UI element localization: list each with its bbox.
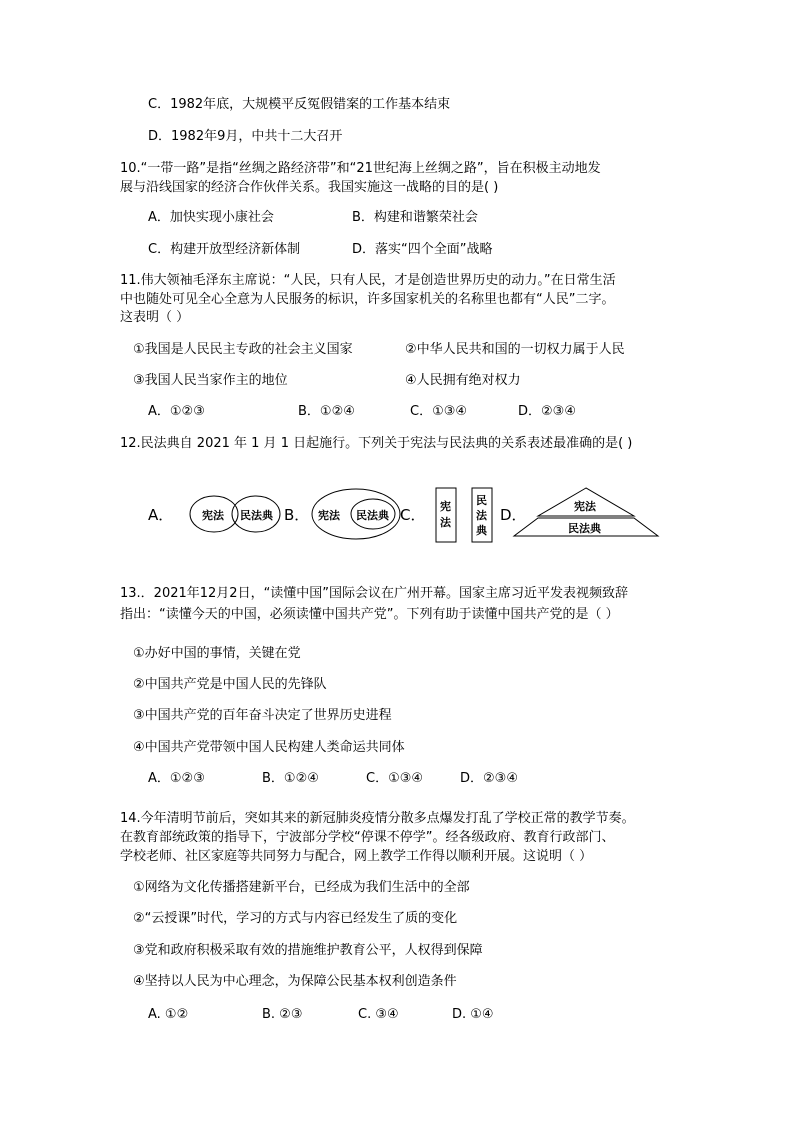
- q14-statement-2: ②“云授课”时代，学习的方式与内容已经发生了质的变化: [133, 911, 458, 926]
- q11-option-b: B．①②④: [298, 404, 355, 419]
- q12-b-xianfa-text: 宪法: [318, 509, 340, 522]
- q11-statement-4: ④人民拥有绝对权力: [405, 373, 521, 388]
- q9-option-d: D．1982年9月，中共十二大召开: [148, 129, 343, 144]
- q13-option-a: A．①②③: [148, 771, 205, 786]
- q10-option-c: C．构建开放型经济新体制: [148, 242, 301, 257]
- q14-option-d: D. ①④: [452, 1007, 494, 1022]
- q14-stem-line1: 14.今年清明节前后，突如其来的新冠肺炎疫情分散多点爆发打乱了学校正常的教学节奏。: [120, 811, 635, 826]
- q13-statement-2: ②中国共产党是中国人民的先锋队: [133, 677, 327, 692]
- q13-stem-line1: 13.．2021年12月2日，“读懂中国”国际会议在广州开幕。国家主席习近平发表视频致辞: [120, 586, 629, 601]
- q14-stem-line3: 学校老师、社区家庭等共同努力与配合，网上教学工作得以顺利开展。这说明（ ）: [120, 849, 593, 864]
- q12-diagram: [140, 480, 660, 550]
- q13-statement-4: ④中国共产党带领中国人民构建人类命运共同体: [133, 740, 405, 755]
- q14-option-b: B. ②③: [262, 1007, 303, 1022]
- q11-option-d: D．②③④: [518, 404, 576, 419]
- q12-c-box-xianfa: [436, 488, 456, 542]
- q11-stem-line2: 中也随处可见全心全意为人民服务的标识，许多国家机关的名称里也都有“人民”二字。: [120, 292, 615, 307]
- q10-option-b: B．构建和谐繁荣社会: [352, 210, 478, 225]
- q11-stem-line3: 这表明（ ）: [120, 310, 190, 325]
- q11-statement-1: ①我国是人民民主专政的社会主义国家: [133, 342, 353, 357]
- q12-b-minfadian-text: 民法典: [356, 509, 389, 522]
- q11-option-a: A．①②③: [148, 404, 205, 419]
- q13-statement-1: ①办好中国的事情，关键在党: [133, 646, 301, 661]
- q12-diagram-label-b: B．: [284, 506, 310, 524]
- q12-c-xian: 宪: [440, 500, 451, 513]
- q12-c-min: 民: [476, 494, 487, 507]
- q14-statement-1: ①网络为文化传播搭建新平台，已经成为我们生活中的全部: [133, 880, 470, 895]
- q14-option-c: C. ③④: [358, 1007, 399, 1022]
- q12-a-xianfa-text: 宪法: [202, 509, 224, 522]
- q13-statement-3: ③中国共产党的百年奋斗决定了世界历史进程: [133, 708, 392, 723]
- q12-c-dian: 典: [476, 524, 487, 537]
- q12-c-fa: 法: [440, 516, 451, 529]
- q13-option-c: C．①③④: [366, 771, 424, 786]
- q12-d-minfadian-text: 民法典: [568, 522, 601, 535]
- q12-stem: 12.民法典自 2021 年 1 月 1 日起施行。下列关于宪法与民法典的关系表述最准确的是( ): [120, 436, 633, 451]
- q10-stem-line1: 10.“一带一路”是指“丝绸之路经济带”和“21世纪海上丝绸之路”，旨在积极主动地发: [120, 161, 601, 176]
- q12-diagram-label-a: A．: [148, 506, 174, 524]
- q11-statement-3: ③我国人民当家作主的地位: [133, 373, 288, 388]
- q10-option-d: D．落实“四个全面”战略: [352, 242, 493, 257]
- q10-stem-line2: 展与沿线国家的经济合作伙伴关系。我国实施这一战略的目的是( ): [120, 180, 499, 195]
- q14-stem-line2: 在教育部统政策的指导下，宁波部分学校“停课不停学”。经各级政府、教育行政部门、: [120, 830, 615, 845]
- q12-a-minfadian-text: 民法典: [240, 509, 273, 522]
- q11-option-c: C．①③④: [410, 404, 468, 419]
- q12-diagram-label-d: D．: [500, 506, 527, 524]
- q10-option-a: A．加快实现小康社会: [148, 210, 274, 225]
- q12-c-fa2: 法: [476, 509, 487, 522]
- q13-option-d: D．②③④: [460, 771, 518, 786]
- q14-statement-4: ④坚持以人民为中心理念，为保障公民基本权利创造条件: [133, 974, 457, 989]
- q13-option-b: B．①②④: [262, 771, 319, 786]
- q9-option-c: C．1982年底，大规模平反冤假错案的工作基本结束: [148, 97, 451, 112]
- q11-statement-2: ②中华人民共和国的一切权力属于人民: [405, 342, 625, 357]
- q11-stem-line1: 11.伟大领袖毛泽东主席说：“人民，只有人民，才是创造世界历史的动力。”在日常生活: [120, 273, 616, 288]
- q14-statement-3: ③党和政府积极采取有效的措施维护教育公平，人权得到保障: [133, 943, 483, 958]
- q13-stem-line2: 指出：“读懂今天的中国，必须读懂中国共产党”。下列有助于读懂中国共产党的是（ ）: [120, 607, 619, 622]
- q12-diagram-label-c: C．: [400, 506, 426, 524]
- q14-option-a: A. ①②: [148, 1007, 189, 1022]
- q12-d-xianfa-text: 宪法: [574, 500, 596, 513]
